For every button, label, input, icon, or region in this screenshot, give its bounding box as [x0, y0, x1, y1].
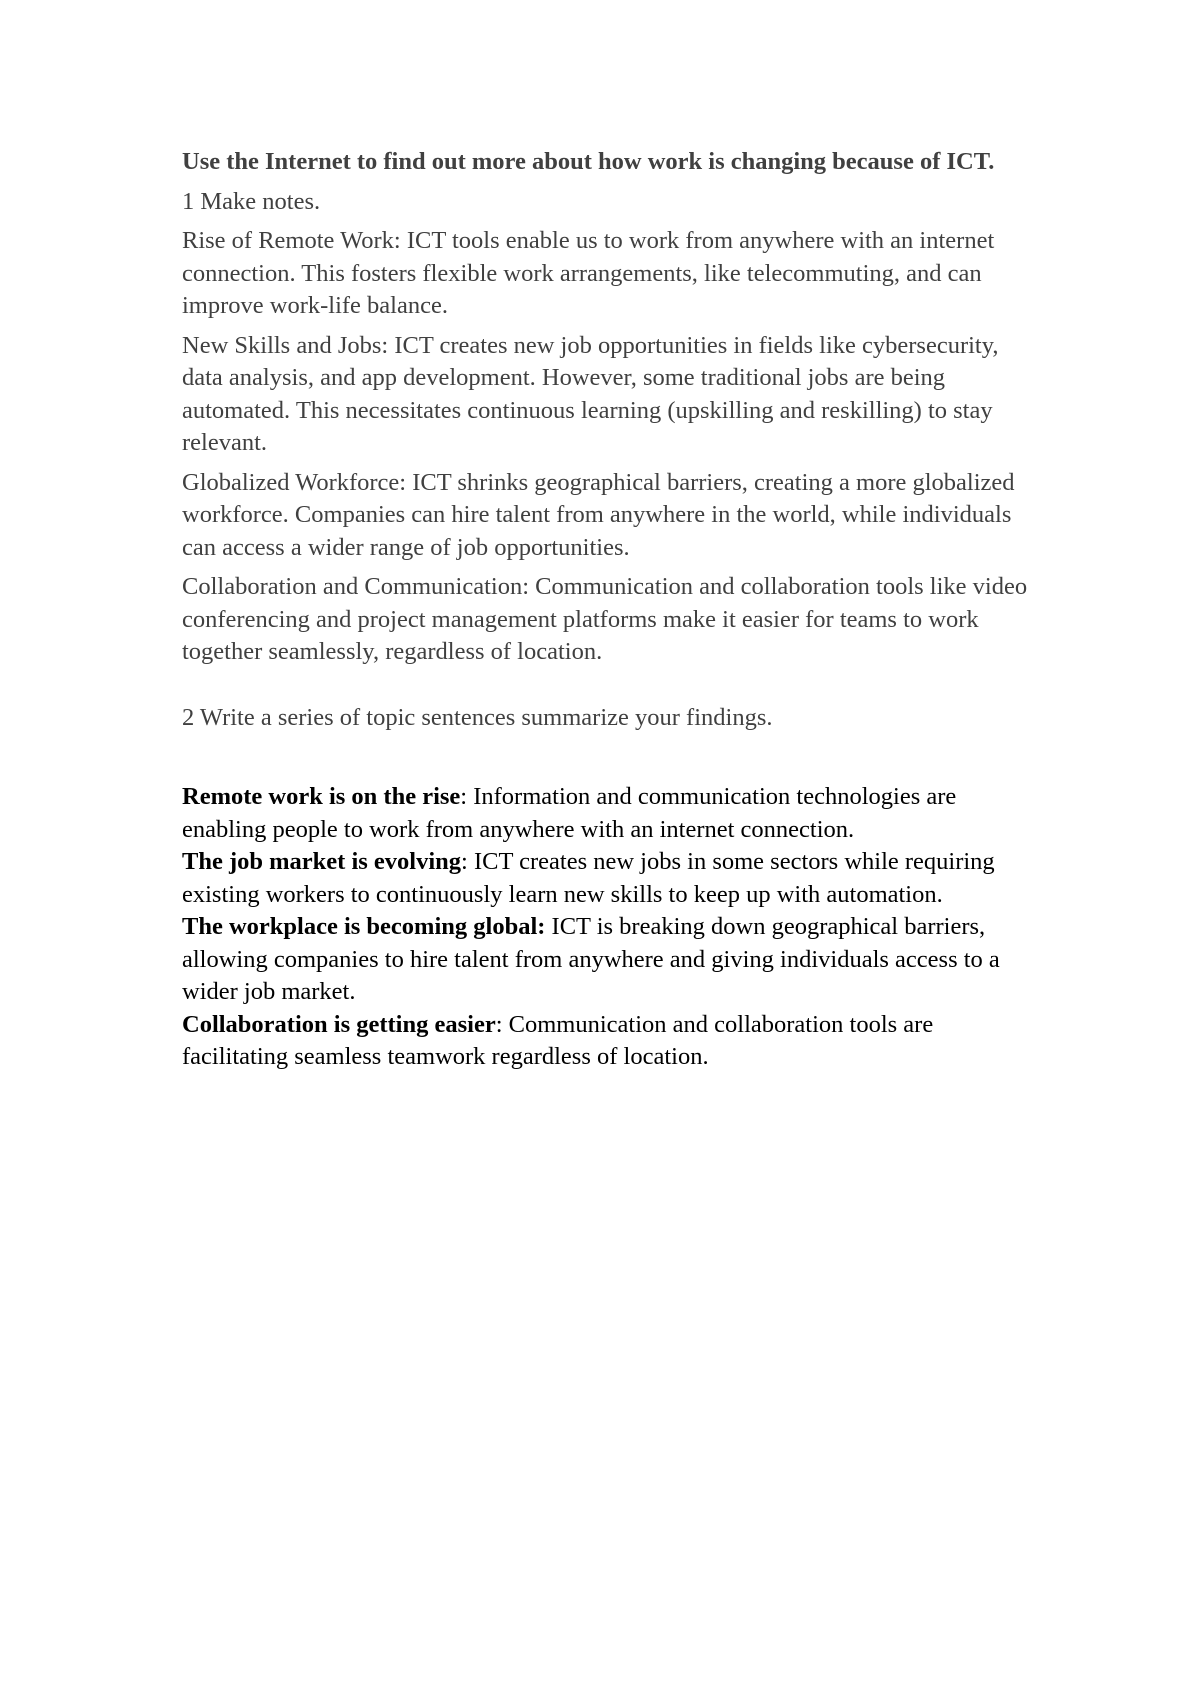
note-globalized-workforce: Globalized Workforce: ICT shrinks geographical barriers, creating a more globalized workforce. Companies can hire talent from anywhere in the world, while individuals can access a wider range of job opportunities. [182, 468, 1015, 561]
note-new-skills: New Skills and Jobs: ICT creates new job opportunities in fields like cybersecurity, data analysis, and app development. However, some traditional jobs are being automated. This necessitates continuous learning (upskilling and reskilling) to stay relevant. [182, 331, 999, 456]
note-collaboration: Collaboration and Communication: Communication and collaboration tools like video conferencing and project management platforms make it easier for teams to work together seamlessly, regardless of location. [182, 573, 1028, 665]
document-page [182, 146, 1032, 1074]
topic-sentence [182, 781, 1032, 846]
topic-title: The job market is evolving [182, 848, 462, 875]
topic-text: : Communication and collaboration tools are facilitating seamless teamwork regardless of location. [182, 1010, 934, 1070]
topic-title: Remote work is on the rise [182, 783, 461, 810]
topic-sentence [182, 1009, 1032, 1074]
topic-text: : ICT creates new jobs in some sectors while requiring existing workers to continuously learn new skills to keep up with automation. [182, 848, 995, 908]
topic-title: The workplace is becoming global: [182, 913, 546, 940]
page-heading: Use the Internet to find out more about how work is changing because of ICT. [182, 148, 995, 175]
topic-sentences [182, 781, 1032, 1074]
note-remote-work: Rise of Remote Work: ICT tools enable us to work from anywhere with an internet connection. This fosters flexible work arrangements, like telecommuting, and can improve work-life balance. [182, 227, 995, 319]
topic-text: ICT is breaking down geographical barriers, allowing companies to hire talent from anywhere and giving individuals access to a wider job market. [182, 913, 1000, 1005]
task2-label: 2 Write a series of topic sentences summarize your findings. [182, 703, 773, 731]
topic-sentence [182, 911, 1032, 1009]
topic-sentence [182, 846, 1032, 911]
topic-text: : Information and communication technologies are enabling people to work from anywhere with an internet connection. [182, 783, 957, 843]
task1-label: 1 Make notes. [182, 187, 321, 215]
topic-title: Collaboration is getting easier [182, 1010, 496, 1038]
